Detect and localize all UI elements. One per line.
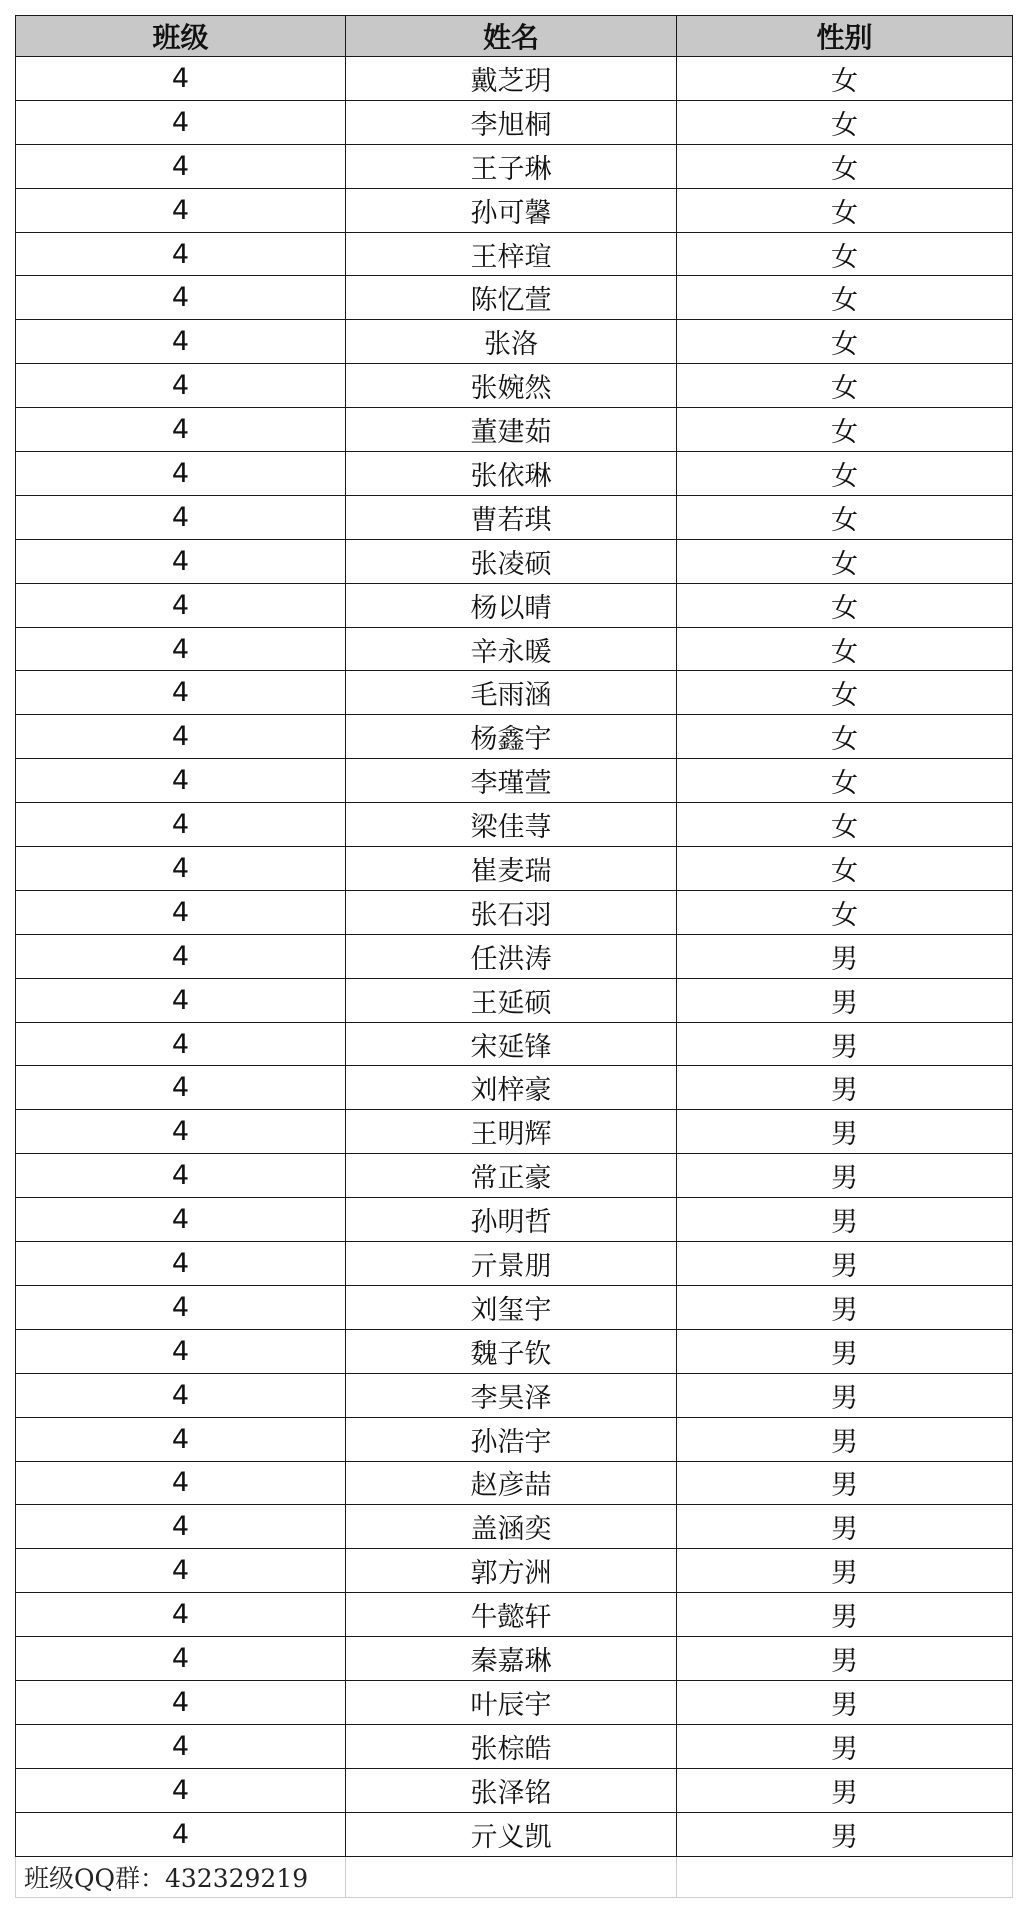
gender-cell: 女	[677, 232, 1013, 276]
class-cell: 4	[16, 803, 346, 847]
name-cell: 杨鑫宇	[346, 715, 677, 759]
table-row	[16, 452, 1013, 496]
table-row	[16, 759, 1013, 803]
name-cell: 刘梓豪	[346, 1066, 677, 1110]
name-cell: 牛懿轩	[346, 1593, 677, 1637]
empty-cell	[677, 1856, 1013, 1897]
gender-cell: 女	[677, 495, 1013, 539]
class-cell: 4	[16, 1417, 346, 1461]
class-cell: 4	[16, 188, 346, 232]
name-cell: 张凌硕	[346, 539, 677, 583]
gender-cell: 女	[677, 627, 1013, 671]
name-cell: 曹若琪	[346, 495, 677, 539]
gender-cell: 女	[677, 539, 1013, 583]
class-cell: 4	[16, 1110, 346, 1154]
name-cell: 戴芝玥	[346, 57, 677, 101]
class-cell: 4	[16, 671, 346, 715]
class-cell: 4	[16, 539, 346, 583]
class-cell: 4	[16, 934, 346, 978]
class-cell: 4	[16, 627, 346, 671]
table-row	[16, 1549, 1013, 1593]
class-cell: 4	[16, 144, 346, 188]
table-row	[16, 1066, 1013, 1110]
table-row	[16, 1417, 1013, 1461]
gender-cell: 男	[677, 1461, 1013, 1505]
name-cell: 梁佳荨	[346, 803, 677, 847]
gender-cell: 女	[677, 57, 1013, 101]
name-cell: 张婉然	[346, 364, 677, 408]
gender-cell: 女	[677, 890, 1013, 934]
class-cell: 4	[16, 320, 346, 364]
name-cell: 崔麦瑞	[346, 847, 677, 891]
table-row	[16, 1505, 1013, 1549]
name-cell: 陈忆萱	[346, 276, 677, 320]
gender-cell: 男	[677, 1329, 1013, 1373]
table-row	[16, 1110, 1013, 1154]
name-cell: 常正豪	[346, 1154, 677, 1198]
gender-cell: 女	[677, 188, 1013, 232]
name-cell: 王延硕	[346, 978, 677, 1022]
gender-cell: 男	[677, 1505, 1013, 1549]
name-cell: 叶辰宇	[346, 1680, 677, 1724]
class-cell: 4	[16, 364, 346, 408]
class-cell: 4	[16, 495, 346, 539]
name-cell: 张棕皓	[346, 1724, 677, 1768]
class-cell: 4	[16, 1812, 346, 1856]
gender-cell: 女	[677, 847, 1013, 891]
name-cell: 亓义凯	[346, 1812, 677, 1856]
gender-cell: 男	[677, 1110, 1013, 1154]
gender-cell: 女	[677, 100, 1013, 144]
gender-cell: 男	[677, 1022, 1013, 1066]
table-row	[16, 1022, 1013, 1066]
class-cell: 4	[16, 978, 346, 1022]
gender-cell: 男	[677, 1768, 1013, 1812]
name-cell: 张洛	[346, 320, 677, 364]
footer-row	[16, 1856, 1013, 1897]
gender-cell: 男	[677, 1680, 1013, 1724]
table-row	[16, 1812, 1013, 1856]
table-row	[16, 1154, 1013, 1198]
name-cell: 宋延锋	[346, 1022, 677, 1066]
gender-cell: 女	[677, 320, 1013, 364]
class-cell: 4	[16, 1461, 346, 1505]
table-row	[16, 803, 1013, 847]
gender-cell: 女	[677, 144, 1013, 188]
class-cell: 4	[16, 1066, 346, 1110]
table-row	[16, 57, 1013, 101]
table-row	[16, 232, 1013, 276]
column-header-name: 姓名	[346, 16, 677, 57]
class-cell: 4	[16, 232, 346, 276]
class-cell: 4	[16, 1724, 346, 1768]
class-cell: 4	[16, 276, 346, 320]
table-row	[16, 847, 1013, 891]
gender-cell: 男	[677, 1198, 1013, 1242]
table-row	[16, 583, 1013, 627]
gender-cell: 男	[677, 1066, 1013, 1110]
class-cell: 4	[16, 1768, 346, 1812]
gender-cell: 男	[677, 1637, 1013, 1681]
empty-cell	[346, 1856, 677, 1897]
name-cell: 任洪涛	[346, 934, 677, 978]
name-cell: 孙明哲	[346, 1198, 677, 1242]
column-header-class: 班级	[16, 16, 346, 57]
name-cell: 孙浩宇	[346, 1417, 677, 1461]
table-row	[16, 364, 1013, 408]
gender-cell: 男	[677, 1812, 1013, 1856]
name-cell: 李昊泽	[346, 1373, 677, 1417]
table-row	[16, 1285, 1013, 1329]
name-cell: 赵彦喆	[346, 1461, 677, 1505]
gender-cell: 男	[677, 978, 1013, 1022]
table-row	[16, 1637, 1013, 1681]
class-cell: 4	[16, 1505, 346, 1549]
table-row	[16, 1329, 1013, 1373]
table-row	[16, 890, 1013, 934]
name-cell: 亓景朋	[346, 1242, 677, 1286]
name-cell: 辛永暖	[346, 627, 677, 671]
gender-cell: 女	[677, 803, 1013, 847]
class-cell: 4	[16, 408, 346, 452]
student-roster-table	[15, 15, 1013, 1898]
class-cell: 4	[16, 1198, 346, 1242]
name-cell: 毛雨涵	[346, 671, 677, 715]
name-cell: 郭方洲	[346, 1549, 677, 1593]
gender-cell: 男	[677, 1549, 1013, 1593]
roster-sheet	[15, 15, 1013, 1898]
class-cell: 4	[16, 715, 346, 759]
table-row	[16, 1373, 1013, 1417]
gender-cell: 女	[677, 715, 1013, 759]
table-row	[16, 408, 1013, 452]
table-row	[16, 715, 1013, 759]
table-row	[16, 671, 1013, 715]
class-cell: 4	[16, 57, 346, 101]
class-cell: 4	[16, 1022, 346, 1066]
class-cell: 4	[16, 1154, 346, 1198]
gender-cell: 男	[677, 1285, 1013, 1329]
class-cell: 4	[16, 847, 346, 891]
class-cell: 4	[16, 1329, 346, 1373]
table-row	[16, 1461, 1013, 1505]
gender-cell: 女	[677, 364, 1013, 408]
gender-cell: 男	[677, 934, 1013, 978]
gender-cell: 女	[677, 759, 1013, 803]
name-cell: 王明辉	[346, 1110, 677, 1154]
table-row	[16, 1593, 1013, 1637]
name-cell: 秦嘉琳	[346, 1637, 677, 1681]
class-cell: 4	[16, 1549, 346, 1593]
name-cell: 王梓瑄	[346, 232, 677, 276]
class-cell: 4	[16, 1680, 346, 1724]
gender-cell: 女	[677, 583, 1013, 627]
roster-body	[16, 57, 1013, 1898]
gender-cell: 男	[677, 1242, 1013, 1286]
table-row	[16, 320, 1013, 364]
name-cell: 魏子钦	[346, 1329, 677, 1373]
class-cell: 4	[16, 1373, 346, 1417]
table-row	[16, 1198, 1013, 1242]
name-cell: 张依琳	[346, 452, 677, 496]
class-cell: 4	[16, 759, 346, 803]
table-row	[16, 1680, 1013, 1724]
class-cell: 4	[16, 890, 346, 934]
name-cell: 李旭桐	[346, 100, 677, 144]
gender-cell: 女	[677, 671, 1013, 715]
name-cell: 董建茹	[346, 408, 677, 452]
class-cell: 4	[16, 1637, 346, 1681]
gender-cell: 男	[677, 1593, 1013, 1637]
gender-cell: 女	[677, 452, 1013, 496]
table-row	[16, 934, 1013, 978]
class-cell: 4	[16, 452, 346, 496]
qq-group-note: 班级QQ群：432329219	[16, 1856, 346, 1897]
table-row	[16, 188, 1013, 232]
table-row	[16, 144, 1013, 188]
table-row	[16, 495, 1013, 539]
table-row	[16, 1724, 1013, 1768]
table-row	[16, 539, 1013, 583]
class-cell: 4	[16, 583, 346, 627]
gender-cell: 男	[677, 1373, 1013, 1417]
table-row	[16, 100, 1013, 144]
name-cell: 张石羽	[346, 890, 677, 934]
class-cell: 4	[16, 1285, 346, 1329]
name-cell: 刘玺宇	[346, 1285, 677, 1329]
table-row	[16, 627, 1013, 671]
header-row	[16, 16, 1013, 57]
gender-cell: 男	[677, 1154, 1013, 1198]
name-cell: 盖涵奕	[346, 1505, 677, 1549]
class-cell: 4	[16, 100, 346, 144]
name-cell: 张泽铭	[346, 1768, 677, 1812]
table-row	[16, 1242, 1013, 1286]
name-cell: 孙可馨	[346, 188, 677, 232]
column-header-gender: 性别	[677, 16, 1013, 57]
table-row	[16, 276, 1013, 320]
table-row	[16, 1768, 1013, 1812]
gender-cell: 男	[677, 1417, 1013, 1461]
class-cell: 4	[16, 1242, 346, 1286]
name-cell: 王子琳	[346, 144, 677, 188]
class-cell: 4	[16, 1593, 346, 1637]
name-cell: 李瑾萱	[346, 759, 677, 803]
gender-cell: 男	[677, 1724, 1013, 1768]
name-cell: 杨以晴	[346, 583, 677, 627]
gender-cell: 女	[677, 408, 1013, 452]
table-row	[16, 978, 1013, 1022]
gender-cell: 女	[677, 276, 1013, 320]
